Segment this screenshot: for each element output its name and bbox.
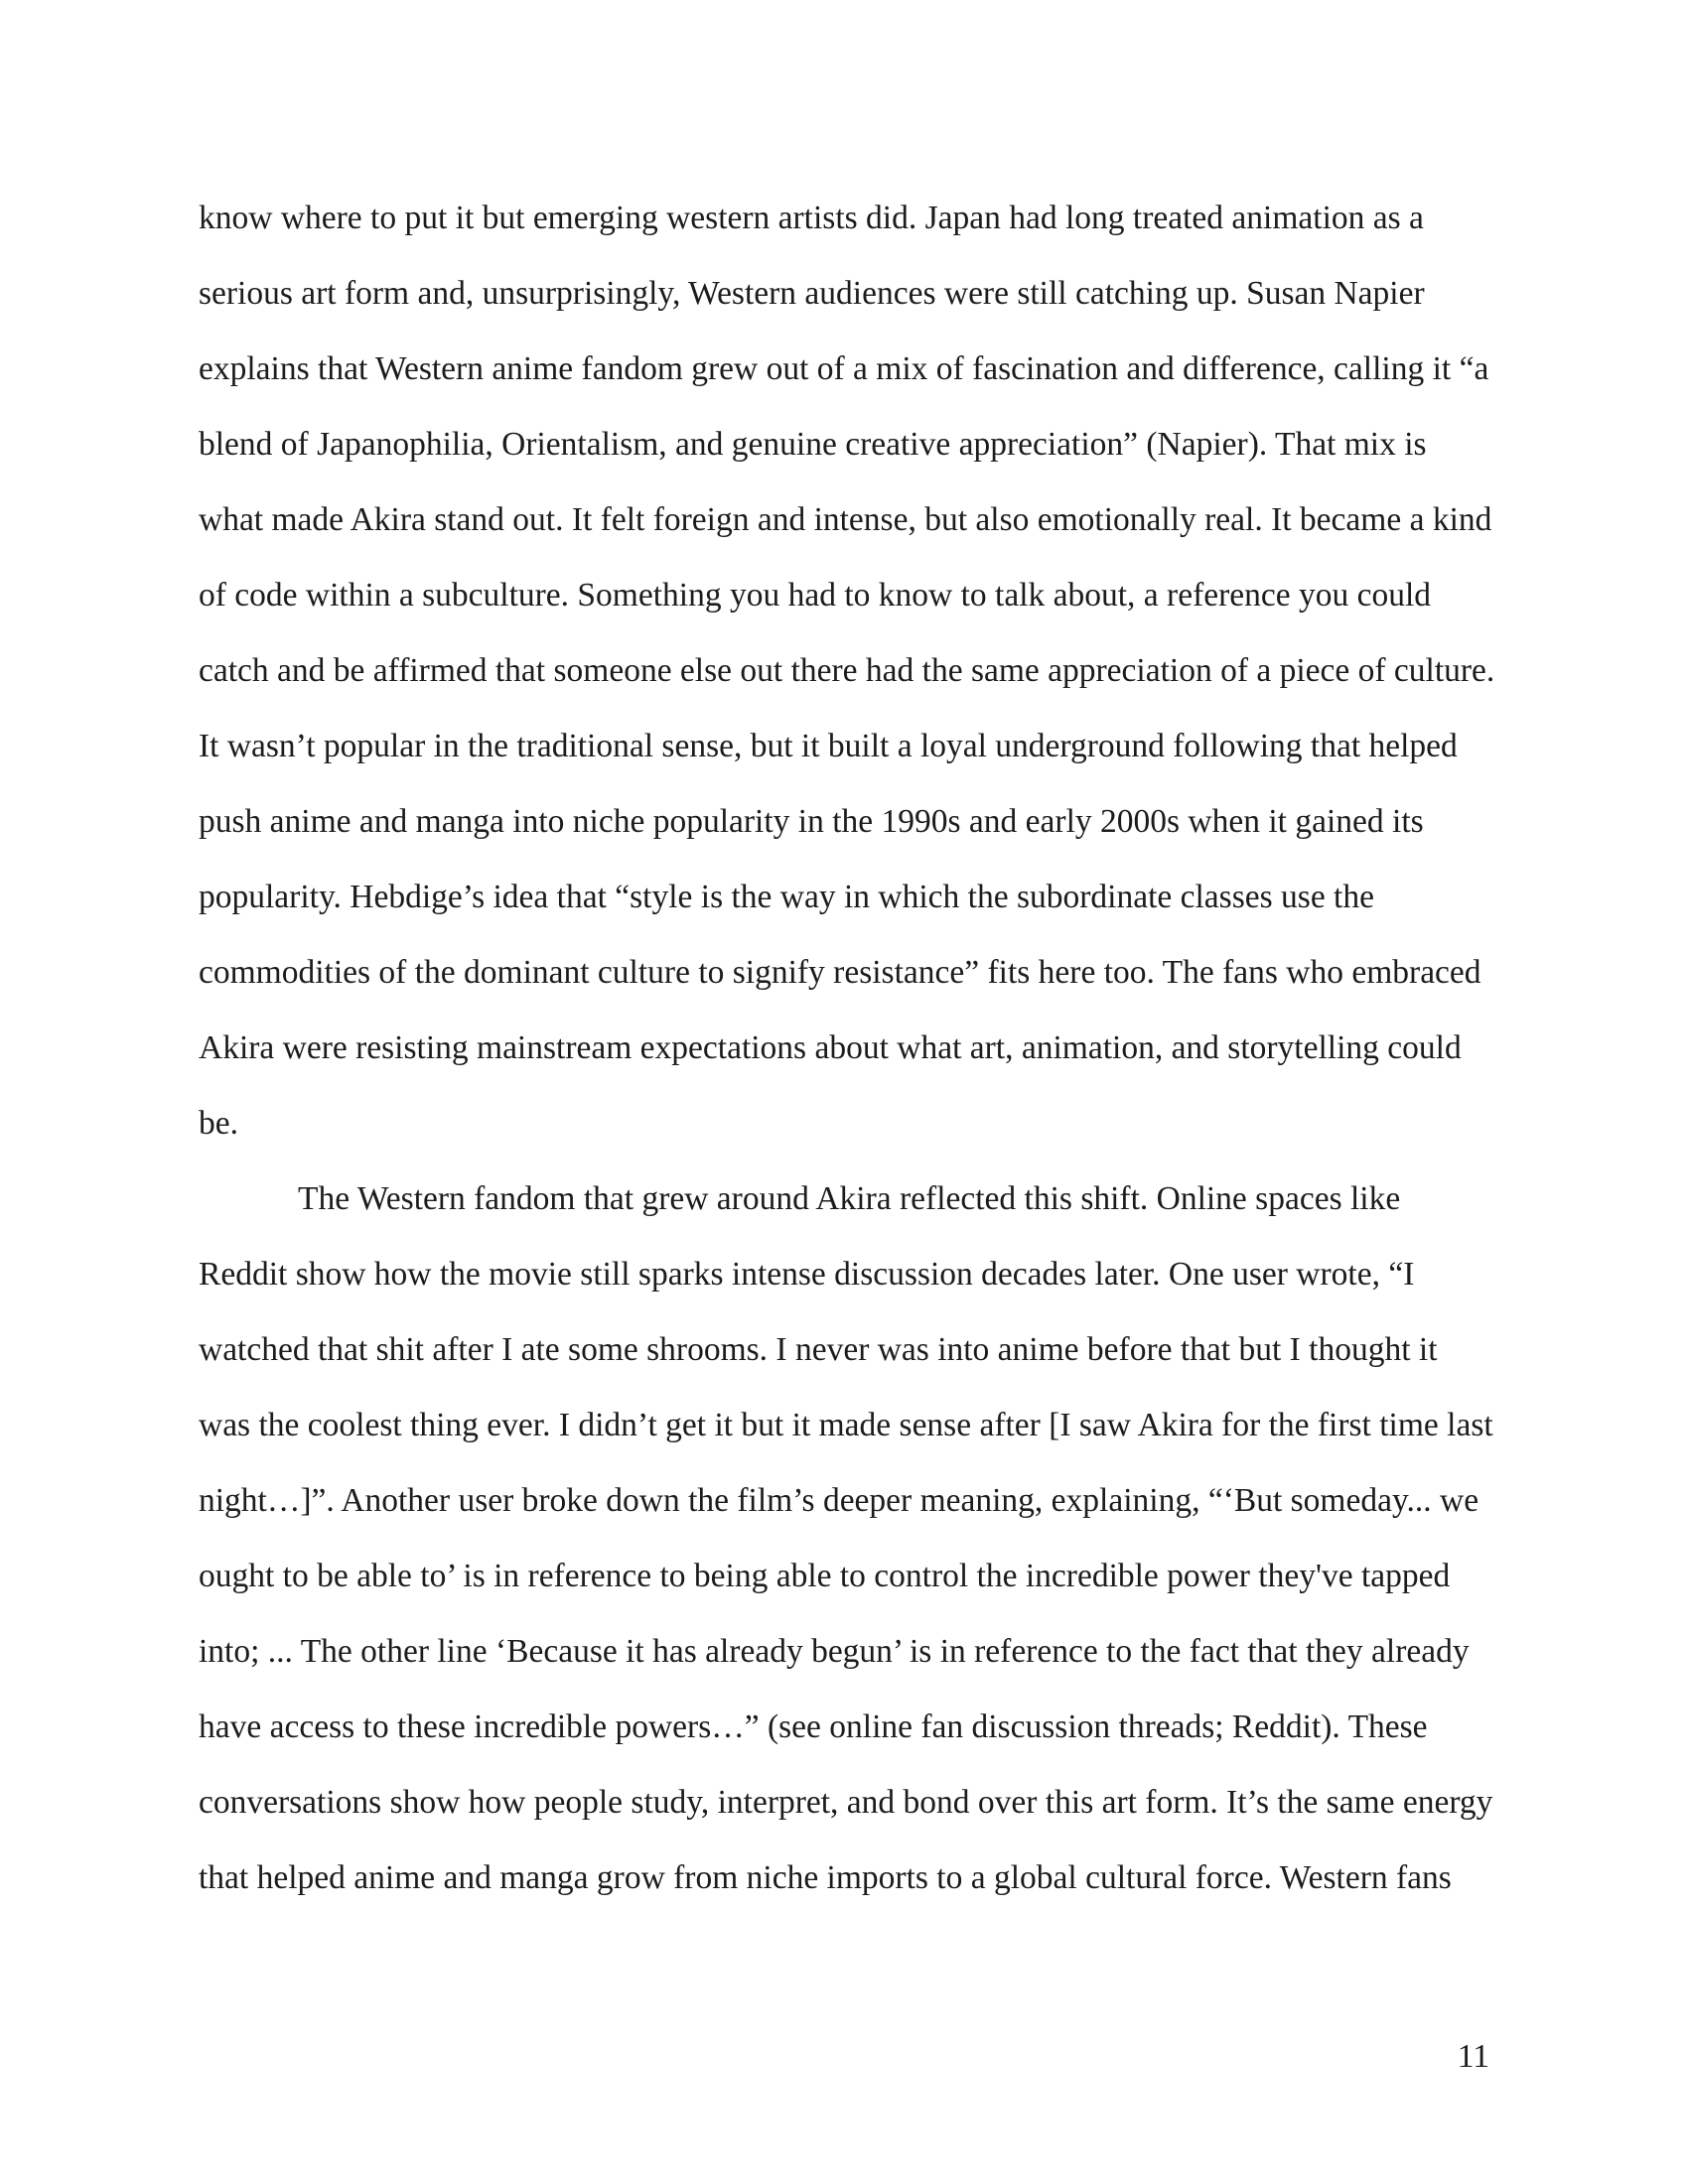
paragraph-first-line: The Western fandom that grew around Akira reflected this shift. Online spaces like xyxy=(298,1180,1401,1217)
text-line: popularity. Hebdige’s idea that “style is the way in which the subordinate classes use the xyxy=(199,879,1374,915)
text-line: be. xyxy=(199,1105,238,1142)
text-line: conversations show how people study, interpret, and bond over this art form. It’s the same energy xyxy=(199,1784,1493,1821)
text-line: Reddit show how the movie still sparks intense discussion decades later. One user wrote, “I xyxy=(199,1256,1415,1293)
text-line: push anime and manga into niche popularity in the 1990s and early 2000s when it gained its xyxy=(199,803,1424,840)
text-line: Akira were resisting mainstream expectations about what art, animation, and storytelling could xyxy=(199,1029,1462,1066)
text-line: ought to be able to’ is in reference to being able to control the incredible power they've tapped xyxy=(199,1558,1451,1594)
text-line: that helped anime and manga grow from niche imports to a global cultural force. Western fans xyxy=(199,1859,1452,1896)
text-line: watched that shit after I ate some shrooms. I never was into anime before that but I thought it xyxy=(199,1331,1438,1368)
text-line: have access to these incredible powers…” (see online fan discussion threads; Reddit). These xyxy=(199,1708,1428,1745)
text-line: night…]”. Another user broke down the film’s deeper meaning, explaining, “‘But someday... we xyxy=(199,1482,1479,1519)
text-line: commodities of the dominant culture to signify resistance” fits here too. The fans who embraced xyxy=(199,954,1481,991)
text-line: into; ... The other line ‘Because it has already begun’ is in reference to the fact that they already xyxy=(199,1633,1470,1670)
text-line: know where to put it but emerging western artists did. Japan had long treated animation as a xyxy=(199,200,1424,236)
text-line: was the coolest thing ever. I didn’t get it but it made sense after [I saw Akira for the first time last xyxy=(199,1407,1493,1443)
text-line: explains that Western anime fandom grew out of a mix of fascination and difference, calling it “a xyxy=(199,350,1489,387)
text-line: It wasn’t popular in the traditional sense, but it built a loyal underground following that helped xyxy=(199,728,1458,764)
text-line: what made Akira stand out. It felt foreign and intense, but also emotionally real. It became a kind xyxy=(199,501,1492,538)
text-line: catch and be affirmed that someone else out there had the same appreciation of a piece of culture. xyxy=(199,652,1495,689)
text-line: serious art form and, unsurprisingly, Western audiences were still catching up. Susan Napier xyxy=(199,275,1425,312)
text-line: of code within a subculture. Something you had to know to talk about, a reference you could xyxy=(199,577,1432,614)
page-number: 11 xyxy=(1457,2038,1489,2075)
text-line: blend of Japanophilia, Orientalism, and genuine creative appreciation” (Napier). That mix is xyxy=(199,426,1427,463)
